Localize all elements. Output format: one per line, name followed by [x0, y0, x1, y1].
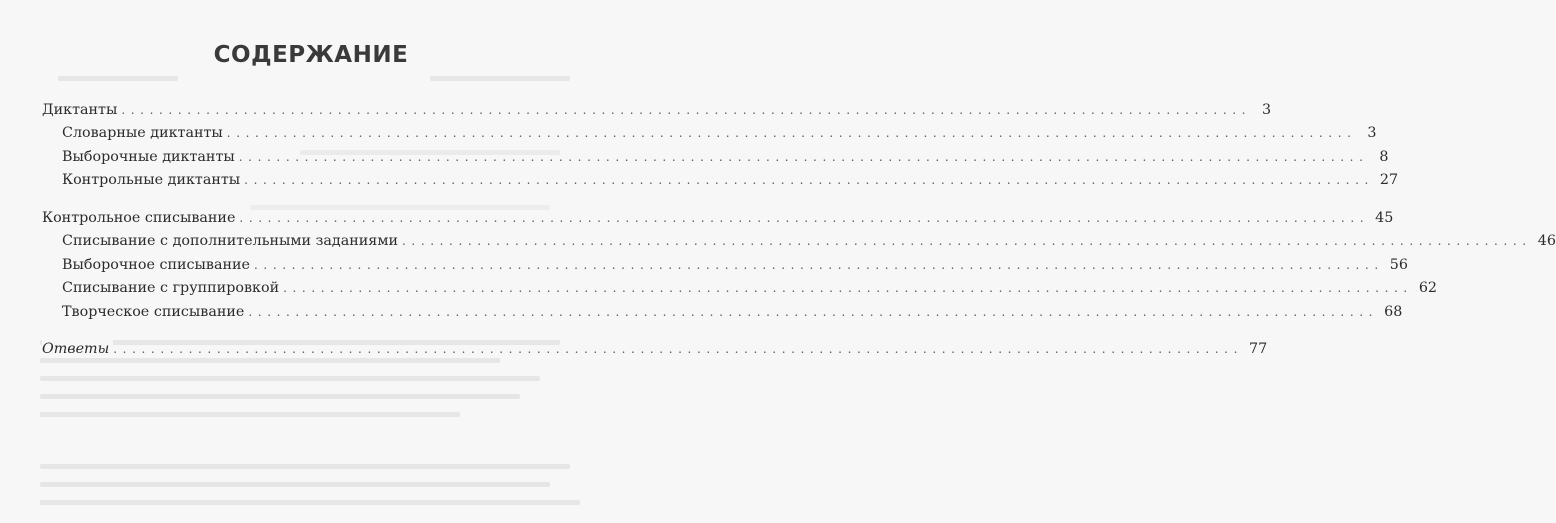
toc-entry-label: Творческое списывание — [62, 303, 248, 321]
toc-entry-label: Списывание с группировкой — [62, 279, 283, 297]
toc-entry[interactable] — [42, 142, 1389, 166]
toc-entry-page: 77 — [1243, 340, 1263, 358]
toc-entry-page: 45 — [1369, 209, 1389, 227]
bleed-through-mark — [40, 376, 540, 381]
bleed-through-mark — [40, 482, 550, 487]
toc-entry[interactable] — [42, 297, 1403, 321]
toc-entry[interactable] — [42, 95, 1272, 119]
bleed-through-mark — [40, 358, 500, 363]
toc-entry[interactable] — [42, 274, 1438, 298]
toc-entry-label: Ответы — [42, 340, 113, 358]
toc-leader-dots: ........................................................................................................................ — [254, 257, 1384, 272]
toc-entry-label: Списывание с дополнительными заданиями — [62, 232, 402, 250]
toc-entry-label: Контрольное списывание — [42, 209, 239, 227]
page-title: СОДЕРЖАНИЕ — [213, 42, 409, 68]
toc-entry-page: 68 — [1378, 303, 1398, 321]
toc-entry-label: Контрольные диктанты — [62, 171, 244, 189]
bleed-through-mark — [40, 464, 570, 469]
toc-leader-dots: ........................................................................................................................ — [239, 210, 1370, 225]
toc-entry-page: 3 — [1251, 101, 1271, 119]
toc-entry-page: 27 — [1374, 171, 1394, 189]
toc-entry-page: 62 — [1413, 279, 1433, 297]
toc-leader-dots: ........................................................................................................................ — [121, 102, 1252, 117]
toc-leader-dots: ........................................................................................................................ — [244, 173, 1374, 187]
toc-entry-label: Словарные диктанты — [62, 124, 227, 142]
bleed-through-mark — [430, 76, 570, 81]
table-of-contents — [42, 95, 1556, 358]
toc-entry[interactable] — [42, 250, 1408, 274]
toc-leader-dots: ........................................................................................................................ — [238, 149, 1369, 164]
toc-entry-page: 8 — [1368, 148, 1388, 166]
toc-leader-dots: ........................................................................................................................ — [401, 234, 1532, 248]
toc-entry[interactable] — [42, 166, 1399, 190]
toc-leader-dots: ........................................................................................................................ — [283, 281, 1413, 295]
bleed-through-mark — [40, 412, 460, 417]
toc-leader-dots: ........................................................................................................................ — [248, 304, 1379, 319]
bleed-through-mark — [40, 394, 520, 399]
toc-entry[interactable] — [42, 203, 1394, 227]
toc-entry[interactable] — [42, 119, 1377, 143]
bleed-through-mark — [40, 500, 580, 505]
toc-entry-label: Выборочное списывание — [62, 256, 254, 274]
toc-entry-page: 3 — [1357, 124, 1377, 142]
toc-entry[interactable] — [42, 227, 1556, 251]
toc-leader-dots: ........................................................................................................................ — [226, 126, 1357, 140]
toc-entry[interactable] — [42, 335, 1268, 359]
toc-leader-dots: ........................................................................................................................ — [113, 342, 1243, 356]
toc-entry-page: 46 — [1532, 232, 1552, 250]
toc-entry-page: 56 — [1384, 256, 1404, 274]
toc-entry-label: Выборочные диктанты — [62, 148, 239, 166]
toc-entry-label: Диктанты — [42, 101, 121, 119]
bleed-through-mark — [58, 76, 178, 81]
